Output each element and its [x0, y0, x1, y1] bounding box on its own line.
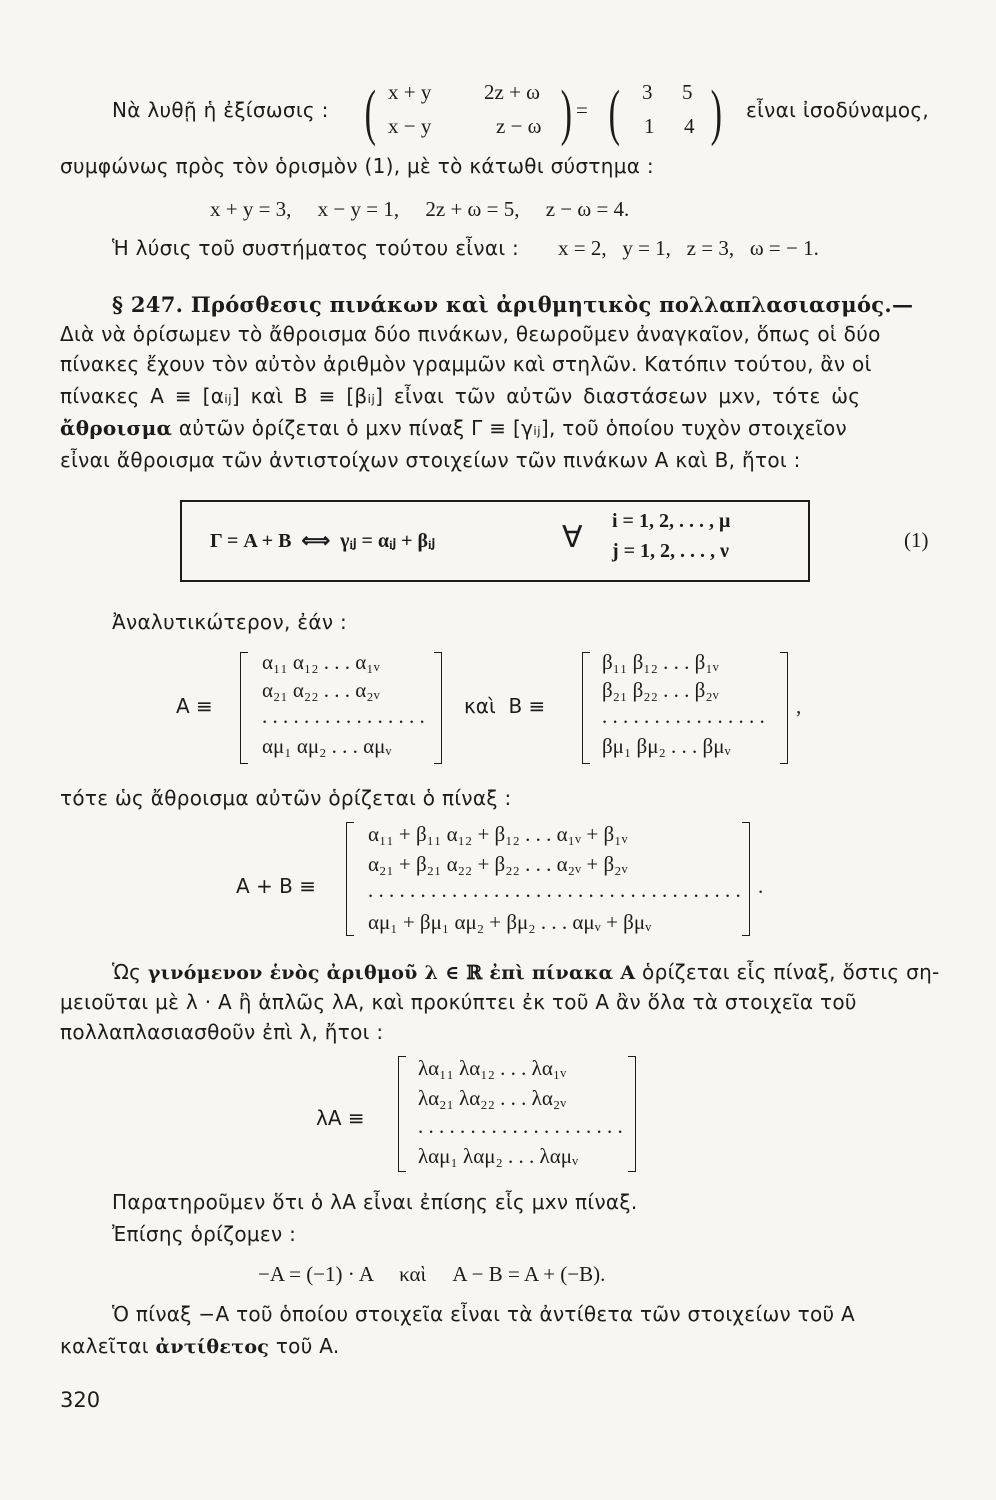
- closing-line1: Παρατηροῦμεν ὅτι ὁ λA εἶναι ἐπίσης εἷς μxν πίναξ.: [112, 1190, 638, 1214]
- matrix-b-right-bracket: [780, 652, 788, 764]
- matrix2-r2c2: 4: [684, 114, 695, 138]
- equals-sign: =: [576, 98, 588, 122]
- matrix-b-left-bracket: [582, 652, 590, 764]
- section-p1: Διὰ νὰ ὁρίσωμεν τὸ ἄθροισμα δύο πινάκων, θεωροῦμεν ἀναγκαῖον, ὅπως οἱ δύο: [60, 322, 881, 346]
- matrix-b-row: βμ₁ βμ₂ . . . βμᵥ: [602, 734, 731, 758]
- lambda-a-row: λα₁₁ λα₁₂ . . . λα₁ᵥ: [418, 1056, 567, 1080]
- equation-number: (1): [904, 528, 929, 552]
- section-p4-rest: αὐτῶν ὁρίζεται ὁ μxν πίναξ Γ ≡ [γᵢⱼ], τοῦ ὁποίου τυχὸν στοιχεῖον: [172, 416, 847, 440]
- i-range: i = 1, 2, . . . , μ: [612, 510, 731, 532]
- intro-line1-suffix: εἶναι ἰσοδύναμος,: [746, 98, 930, 122]
- matrix-a-row: . . . . . . . . . . . . . . . .: [262, 704, 425, 728]
- boxed-formula: Γ = A + B ⟺ γᵢⱼ = αᵢⱼ + βᵢⱼ: [210, 530, 436, 552]
- j-range: j = 1, 2, . . . , ν: [612, 540, 729, 562]
- solution-values: x = 2, y = 1, z = 3, ω = − 1.: [558, 236, 819, 260]
- closing-line4-a: καλεῖται: [60, 1334, 156, 1358]
- matrix2-r1c2: 5: [682, 80, 693, 104]
- closing-line2: Ἐπίσης ὁρίζομεν :: [112, 1222, 297, 1246]
- right-paren: ): [710, 79, 723, 147]
- matrix-a-row: α₁₁ α₁₂ . . . α₁ᵥ: [262, 650, 380, 674]
- matrix1-r1c1: x + y: [388, 80, 432, 104]
- sum-row: α₂₁ + β₂₁ α₂₂ + β₂₂ . . . α₂ᵥ + β₂ᵥ: [368, 852, 628, 876]
- lambda-a-row: λα₂₁ λα₂₂ . . . λα₂ᵥ: [418, 1086, 567, 1110]
- matrix1-r2c2: z − ω: [496, 114, 542, 138]
- intro-line2: συμφώνως πρὸς τὸν ὁρισμὸν (1), μὲ τὸ κάτωθι σύστημα :: [60, 154, 654, 178]
- matrix-a-row: α₂₁ α₂₂ . . . α₂ᵥ: [262, 678, 380, 702]
- lambda-a-right-bracket: [628, 1056, 636, 1172]
- sum-row: αμ₁ + βμ₁ αμ₂ + βμ₂ . . . αμᵥ + βμᵥ: [368, 910, 652, 934]
- matrix2-r1c1: 3: [642, 80, 653, 104]
- term-opposite: ἀντίθετος: [155, 1336, 270, 1358]
- lambda-a-left-bracket: [398, 1056, 406, 1172]
- section-p2: πίνακες ἔχουν τὸν αὐτὸν ἀριθμὸν γραμμῶν καὶ στηλῶν. Κατόπιν τούτου, ἂν οἱ: [60, 352, 872, 376]
- forall-symbol: ∀: [562, 521, 583, 554]
- page-number: 320: [60, 1388, 101, 1412]
- matrix-a-right-bracket: [434, 652, 442, 764]
- section-heading: § 247. Πρόσθεσις πινάκων καὶ ἀριθμητικὸς πολλαπλασιασμός.—: [112, 292, 914, 317]
- sum-row: α₁₁ + β₁₁ α₁₂ + β₁₂ . . . α₁ᵥ + β₁ᵥ: [368, 822, 628, 846]
- matrix-a-row: αμ₁ αμ₂ . . . αμᵥ: [262, 734, 392, 758]
- left-paren: (: [608, 79, 621, 147]
- lambda-a-row: λαμ₁ λαμ₂ . . . λαμᵥ: [418, 1144, 579, 1168]
- sum-left-bracket: [346, 822, 354, 936]
- closing-line3: Ὁ πίναξ −A τοῦ ὁποίου στοιχεῖα εἶναι τὰ ἀντίθετα τῶν στοιχείων τοῦ A: [112, 1302, 856, 1326]
- matrix1-r1c2: 2z + ω: [484, 80, 540, 104]
- term-product: γινόμενον ἑνὸς ἀριθμοῦ λ ∈ ℝ ἐπὶ πίνακα A: [147, 962, 636, 984]
- product-line1-a: Ὡς: [112, 960, 148, 984]
- right-paren: ): [560, 79, 573, 147]
- matrix-a-left-bracket: [240, 652, 248, 764]
- term-sum: ἄθροισμα: [60, 416, 173, 440]
- sum-text: τότε ὡς ἄθροισμα αὐτῶν ὁρίζεται ὁ πίναξ :: [60, 786, 512, 810]
- lambda-a-row: . . . . . . . . . . . . . . . . . . . .: [418, 1114, 623, 1138]
- and-b-label: καὶ B ≡: [464, 694, 546, 718]
- analytic-text: Ἀναλυτικώτερον, ἐάν :: [112, 610, 348, 634]
- negative-definition: −A = (−1) · A καὶ A − B = A + (−B).: [258, 1262, 606, 1286]
- product-line3: πολλαπλασιασθοῦν ἐπὶ λ, ἤτοι :: [60, 1020, 384, 1044]
- lambda-a-label: λA ≡: [316, 1106, 365, 1130]
- section-p3: πίνακες A ≡ [αᵢⱼ] καὶ B ≡ [βᵢⱼ] εἶναι τῶν αὐτῶν διαστάσεων μxν, τότε ὡς: [60, 384, 861, 408]
- matrix-b-comma: ,: [796, 694, 802, 718]
- matrix-b-row: β₁₁ β₁₂ . . . β₁ᵥ: [602, 650, 719, 674]
- sum-label: A + B ≡: [236, 874, 316, 898]
- closing-line4: [60, 1334, 340, 1358]
- sum-period: .: [758, 874, 764, 898]
- system-equations: x + y = 3, x − y = 1, 2z + ω = 5, z − ω = 4.: [210, 197, 630, 221]
- product-line1-b: ὁρίζεται εἷς πίναξ, ὅστις ση-: [635, 960, 940, 984]
- intro-line1-prefix: Νὰ λυθῇ ἡ ἐξίσωσις :: [112, 98, 329, 122]
- matrix2-r2c1: 1: [644, 114, 655, 138]
- matrix-a-label: A ≡: [176, 694, 213, 718]
- product-line2: μειοῦται μὲ λ · A ἢ ἁπλῶς λA, καὶ προκύπτει ἐκ τοῦ A ἂν ὅλα τὰ στοιχεῖα τοῦ: [60, 990, 857, 1014]
- sum-right-bracket: [742, 822, 750, 936]
- solution-text: Ἡ λύσις τοῦ συστήματος τούτου εἶναι :: [112, 236, 520, 260]
- section-p4: [60, 416, 847, 440]
- closing-line4-b: τοῦ A.: [269, 1334, 340, 1358]
- section-p5: εἶναι ἄθροισμα τῶν ἀντιστοίχων στοιχείων τῶν πινάκων A καὶ B, ἤτοι :: [60, 448, 801, 472]
- matrix-b-row: . . . . . . . . . . . . . . . .: [602, 704, 765, 728]
- left-paren: (: [364, 79, 377, 147]
- matrix-b-row: β₂₁ β₂₂ . . . β₂ᵥ: [602, 678, 719, 702]
- sum-row: . . . . . . . . . . . . . . . . . . . . . . . . . . . . . . . . . . . .: [368, 878, 741, 902]
- product-line1: [112, 960, 940, 984]
- matrix1-r2c1: x − y: [388, 114, 432, 138]
